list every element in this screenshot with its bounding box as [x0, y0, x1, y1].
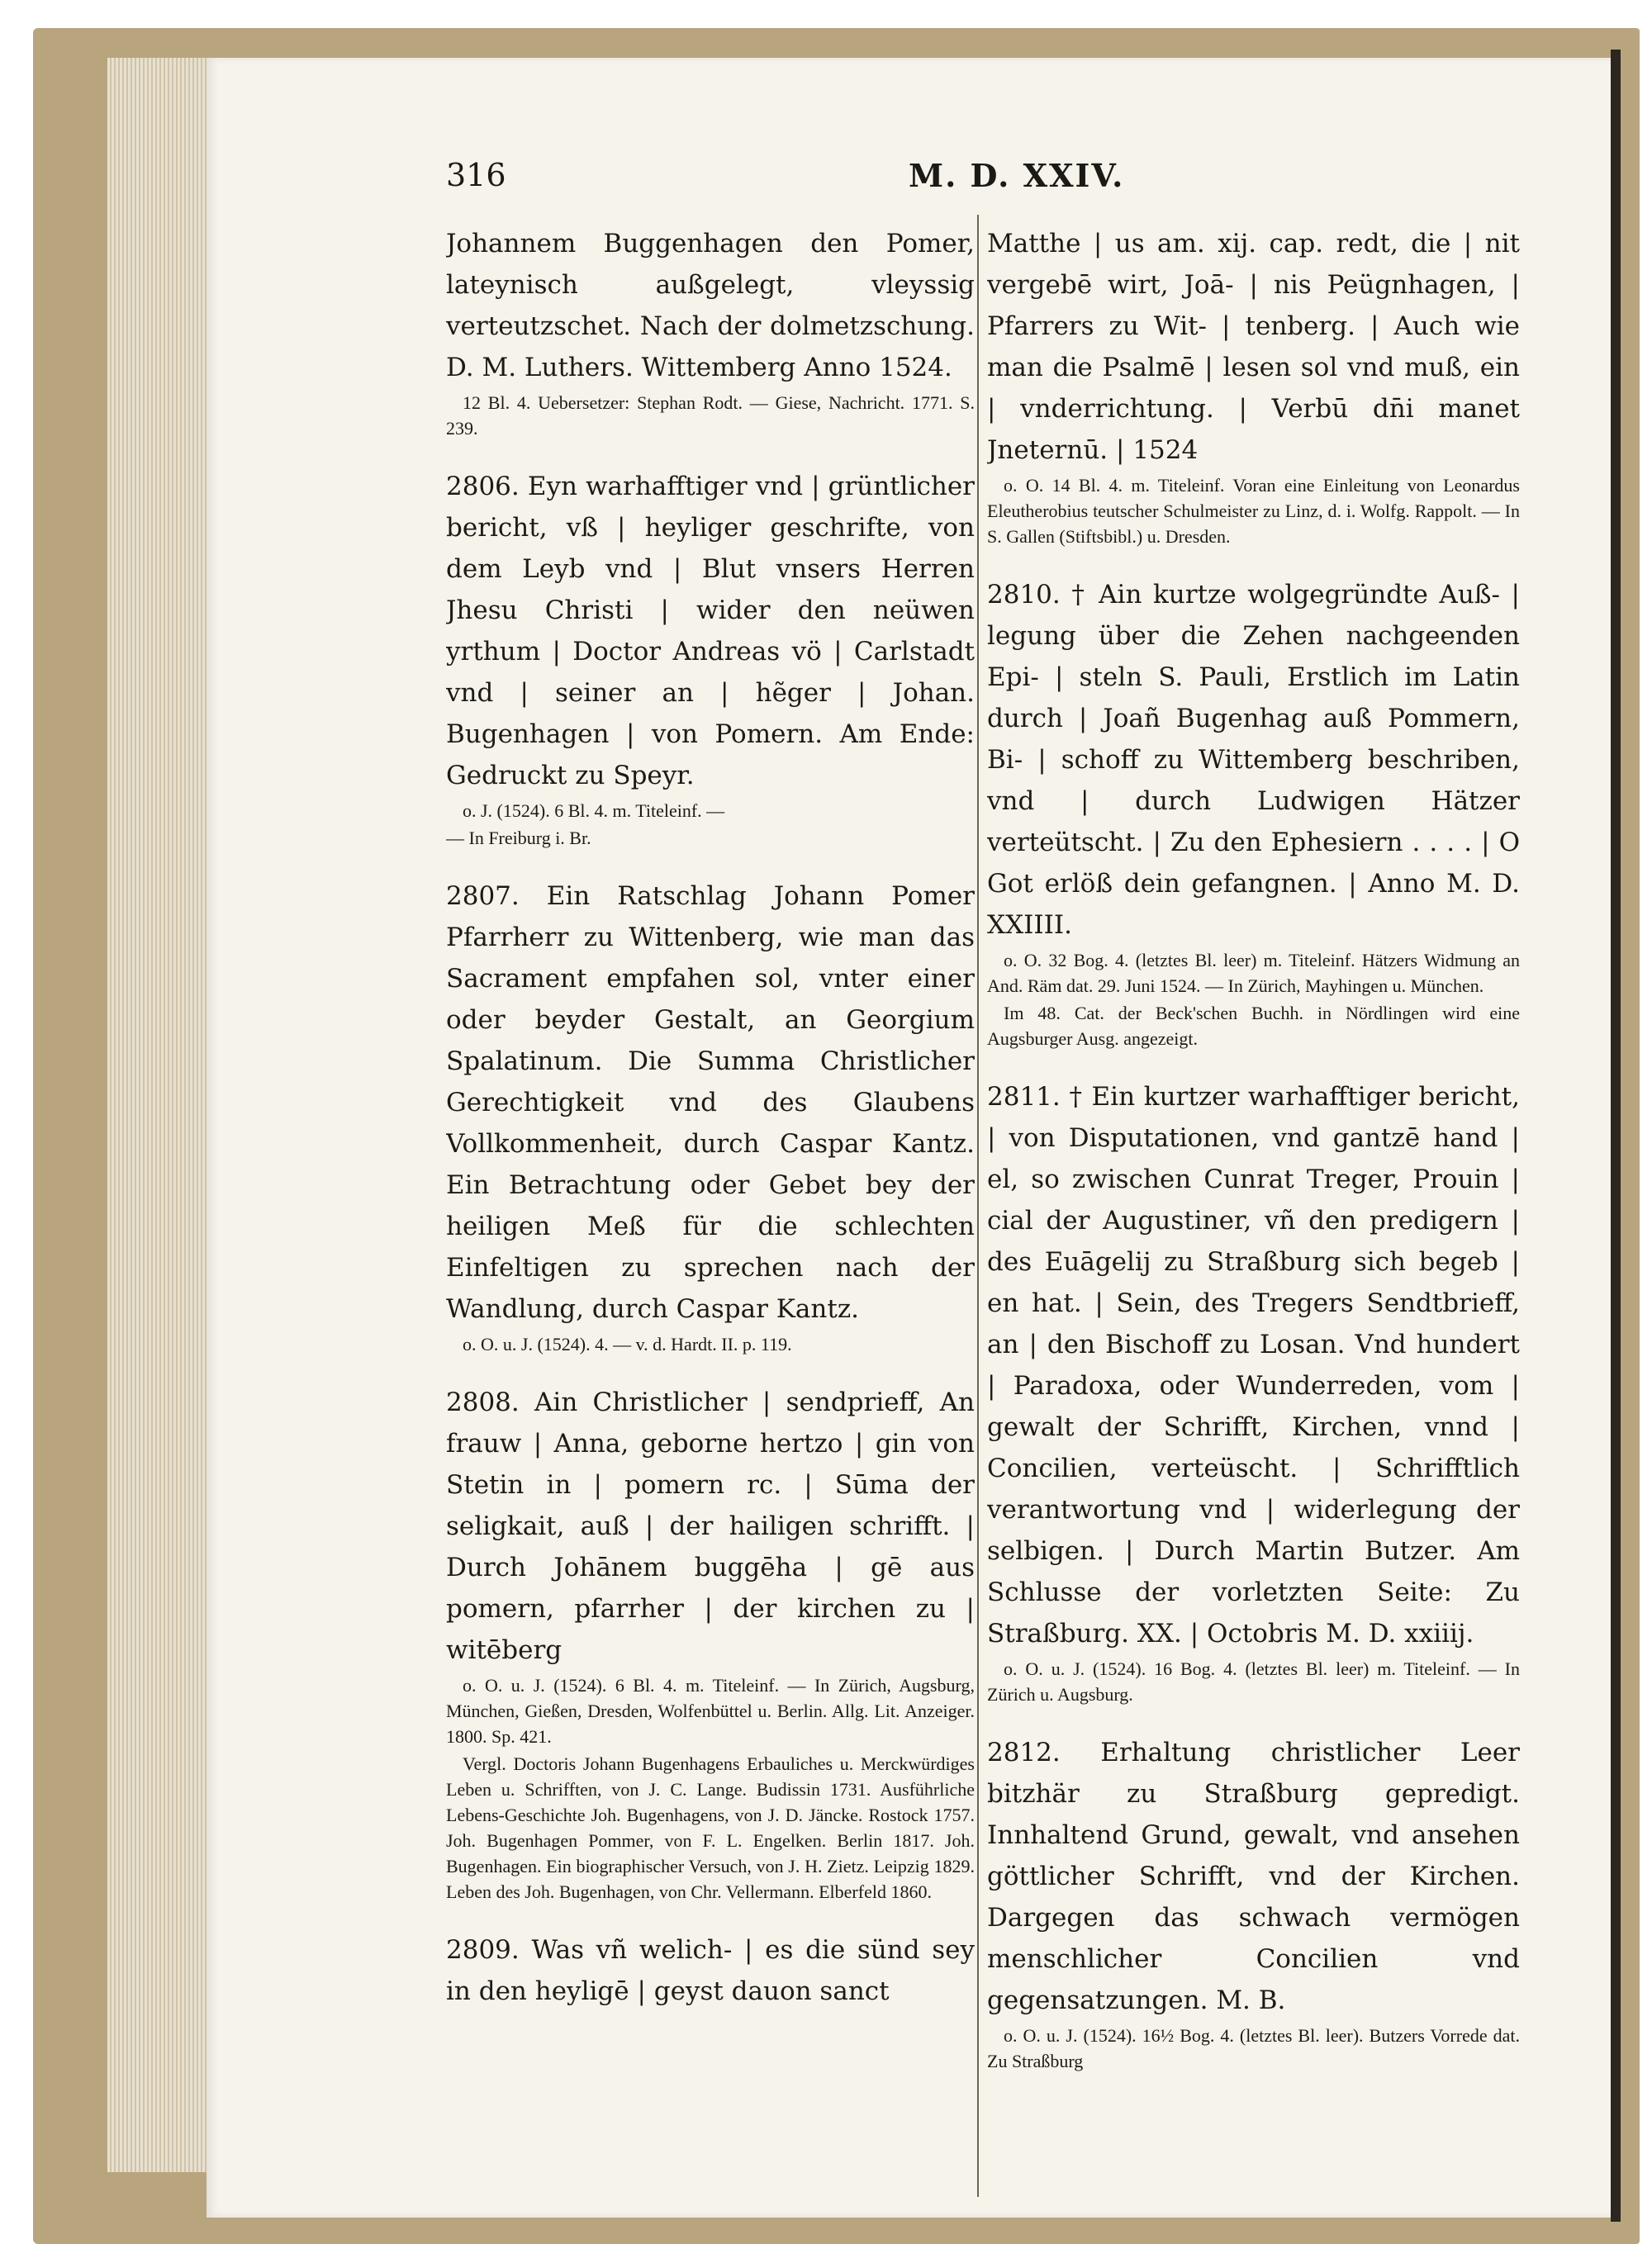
- entry-number: 2807.: [446, 881, 520, 911]
- entry-body: [446, 875, 975, 1330]
- entry-body: [446, 1929, 975, 2012]
- entry-2811: [987, 1076, 1520, 1707]
- entry-text: Johannem Buggenhagen den Pomer, lateynisch außgelegt, vleyssig verteutzschet. Nach der dolmetzschung. D. M. Luthers. Wittemberg Anno 1524.: [446, 229, 975, 382]
- column-divider: [977, 215, 979, 2197]
- entry-text: † Ein kurtzer warhafftiger bericht, | von Disputationen, vnd gantzē hand | el, so zwischen Cunrat Treger, Prouin | cial der Augustiner, vñ den predigern | des Euāgelij zu Straßburg sich begeb | en hat. | Sein, des Tregers Sendtbrieff, an | den Bischoff zu Losan. Vnd hundert | Paradoxa, oder Wunderreden, vom | gewalt der Schrifft, Kirchen, vnnd | Concilien, verteüscht. | Schrifftlich verantwortung vnd | widerlegung der selbigen. | Durch Martin Butzer. Am Schlusse der vorletzten Seite: Zu Straßburg. XX. | Octobris M. D. xxiiij.: [987, 1082, 1520, 1649]
- entry-note: o. O. u. J. (1524). 6 Bl. 4. m. Titeleinf. — In Zürich, Augsburg, München, Gießen, Dresden, Wolfenbüttel u. Berlin. Allg. Lit. Anzeiger. 1800. Sp. 421.: [446, 1675, 975, 1747]
- page-edges: [107, 58, 206, 2172]
- entry-note: o. O. u. J. (1524). 16½ Bog. 4. (letztes Bl. leer). Butzers Vorrede dat. Zu Straßburg: [987, 2025, 1520, 2071]
- running-head: M. D. XXIV.: [909, 157, 1125, 194]
- entry-body: [446, 466, 975, 796]
- page-number: 316: [446, 157, 506, 193]
- entry-note: Vergl. Doctoris Johann Bugenhagens Erbauliches u. Merckwürdiges Leben u. Schrifften, von J. C. Lange. Budissin 1731. Ausführliche Lebens-Geschichte Joh. Bugenhagens, von J. D. Jäncke. Rostock 1757. Joh. Bugenhagen Pommer, von F. L. Engelken. Berlin 1817. Joh. Bugenhagen. Ein biographischer Versuch, von J. H. Zietz. Leipzig 1829. Leben des Joh. Bugenhagen, von Chr. Vellermann. Elberfeld 1860.: [446, 1753, 975, 1902]
- entry-note: o. J. (1524). 6 Bl. 4. m. Titeleinf. —: [463, 800, 725, 821]
- entry-text: Erhaltung christlicher Leer bitzhär zu Straßburg gepredigt. Innhaltend Grund, gewalt, vnd ansehen göttlicher Schrifft, vnd der Kirchen. Dargegen das schwach vermögen menschlicher Concilien vnd gegensatzungen. M. B.: [987, 1738, 1520, 2015]
- entry-body: [987, 1076, 1520, 1654]
- entry-text: Ain Christlicher | sendprieff, An frauw | Anna, geborne hertzo | gin von Stetin in | pomern rc. | Sūma der seligkait, auß | der hailigen schrifft. | Durch Johānem buggēha | gē aus pomern, pfarrher | der kirchen zu | witēberg: [446, 1388, 975, 1665]
- entry-2808: [446, 1382, 975, 1905]
- entry-body: [446, 1382, 975, 1671]
- entry-note: o. O. u. J. (1524). 4. — v. d. Hardt. II. p. 119.: [463, 1334, 792, 1354]
- entry-number: 2810.: [987, 580, 1061, 610]
- entry-body: [987, 574, 1520, 946]
- entry-2812: [987, 1732, 1520, 2074]
- entry-text: Matthe | us am. xij. cap. redt, die | nit vergebē wirt, Joā- | nis Peügnhagen, | Pfarrers zu Wit- | tenberg. | Auch wie man die Psalmē | lesen sol vnd muß, ein | vnderrichtung. | Verbū dn̄i manet Jneternū. | 1524: [987, 229, 1520, 465]
- right-column: [987, 223, 1520, 2189]
- entry-note: 12 Bl. 4. Uebersetzer: Stephan Rodt. — Giese, Nachricht. 1771. S. 239.: [446, 392, 975, 439]
- entry-text: Was vñ welich- | es die sünd sey in den heyligē | geyst dauon sanct: [446, 1935, 975, 2006]
- entry-2805-continued: [446, 223, 975, 441]
- entry-2810: [987, 574, 1520, 1051]
- entry-number: 2811.: [987, 1082, 1061, 1112]
- entry-2809: [446, 1929, 975, 2012]
- entry-2807: [446, 875, 975, 1357]
- book-spine: [1611, 50, 1621, 2222]
- entry-note: Im 48. Cat. der Beck'schen Buchh. in Nördlingen wird eine Augsburger Ausg. angezeigt.: [987, 1003, 1520, 1049]
- entry-2806: [446, 466, 975, 851]
- entry-note: — In Freiburg i. Br.: [446, 828, 591, 848]
- entry-text: Eyn warhafftiger vnd | grüntlicher bericht, vß | heyliger geschrifte, von dem Leyb vnd | Blut vnsers Herren Jhesu Christi | wider den neüwen yrthum | Doctor Andreas vö | Carlstadt vnd | seiner an | hẽger | Johan. Bugenhagen | von Pomern. Am Ende: Gedruckt zu Speyr.: [446, 472, 975, 790]
- left-column: [446, 223, 975, 2189]
- entry-note: o. O. u. J. (1524). 16 Bog. 4. (letztes Bl. leer) m. Titeleinf. — In Zürich u. Augsburg.: [987, 1658, 1520, 1705]
- entry-note: o. O. 32 Bog. 4. (letztes Bl. leer) m. Titeleinf. Hätzers Widmung an And. Räm dat. 29. Juni 1524. — In Zürich, Mayhingen u. München.: [987, 950, 1520, 996]
- entry-number: 2808.: [446, 1388, 520, 1417]
- entry-number: 2809.: [446, 1935, 520, 1965]
- entry-2809-continued: [987, 223, 1520, 549]
- entry-text: † Ain kurtze wolgegründte Auß- | legung über die Zehen nachgeenden Epi- | steln S. Pauli, Erstlich im Latin durch | Joañ Bugenhag auß Pommern, Bi- | schoff zu Wittemberg beschriben, vnd | durch Ludwigen Hätzer verteütscht. | Zu den Ephesiern . . . . | O Got erlöß dein gefangnen. | Anno M. D. XXIIII.: [987, 580, 1520, 940]
- entry-number: 2812.: [987, 1738, 1061, 1767]
- entry-note: o. O. 14 Bl. 4. m. Titeleinf. Voran eine Einleitung von Leonardus Eleutherobius teutscher Schulmeister zu Linz, d. i. Wolfg. Rappolt. — In S. Gallen (Stiftsbibl.) u. Dresden.: [987, 475, 1520, 547]
- page-header: [446, 157, 1503, 206]
- entry-text: Ein Ratschlag Johann Pomer Pfarrherr zu Wittenberg, wie man das Sacrament empfahen sol, vnter einer oder beyder Gestalt, an Georgium Spalatinum. Die Summa Christlicher Gerechtigkeit vnd des Glaubens Vollkommenheit, durch Caspar Kantz. Ein Betrachtung oder Gebet bey der heiligen Meß für die schlechten Einfeltigen zu sprechen nach der Wandlung, durch Caspar Kantz.: [446, 881, 975, 1324]
- entry-body: [987, 1732, 1520, 2021]
- entry-number: 2806.: [446, 472, 520, 501]
